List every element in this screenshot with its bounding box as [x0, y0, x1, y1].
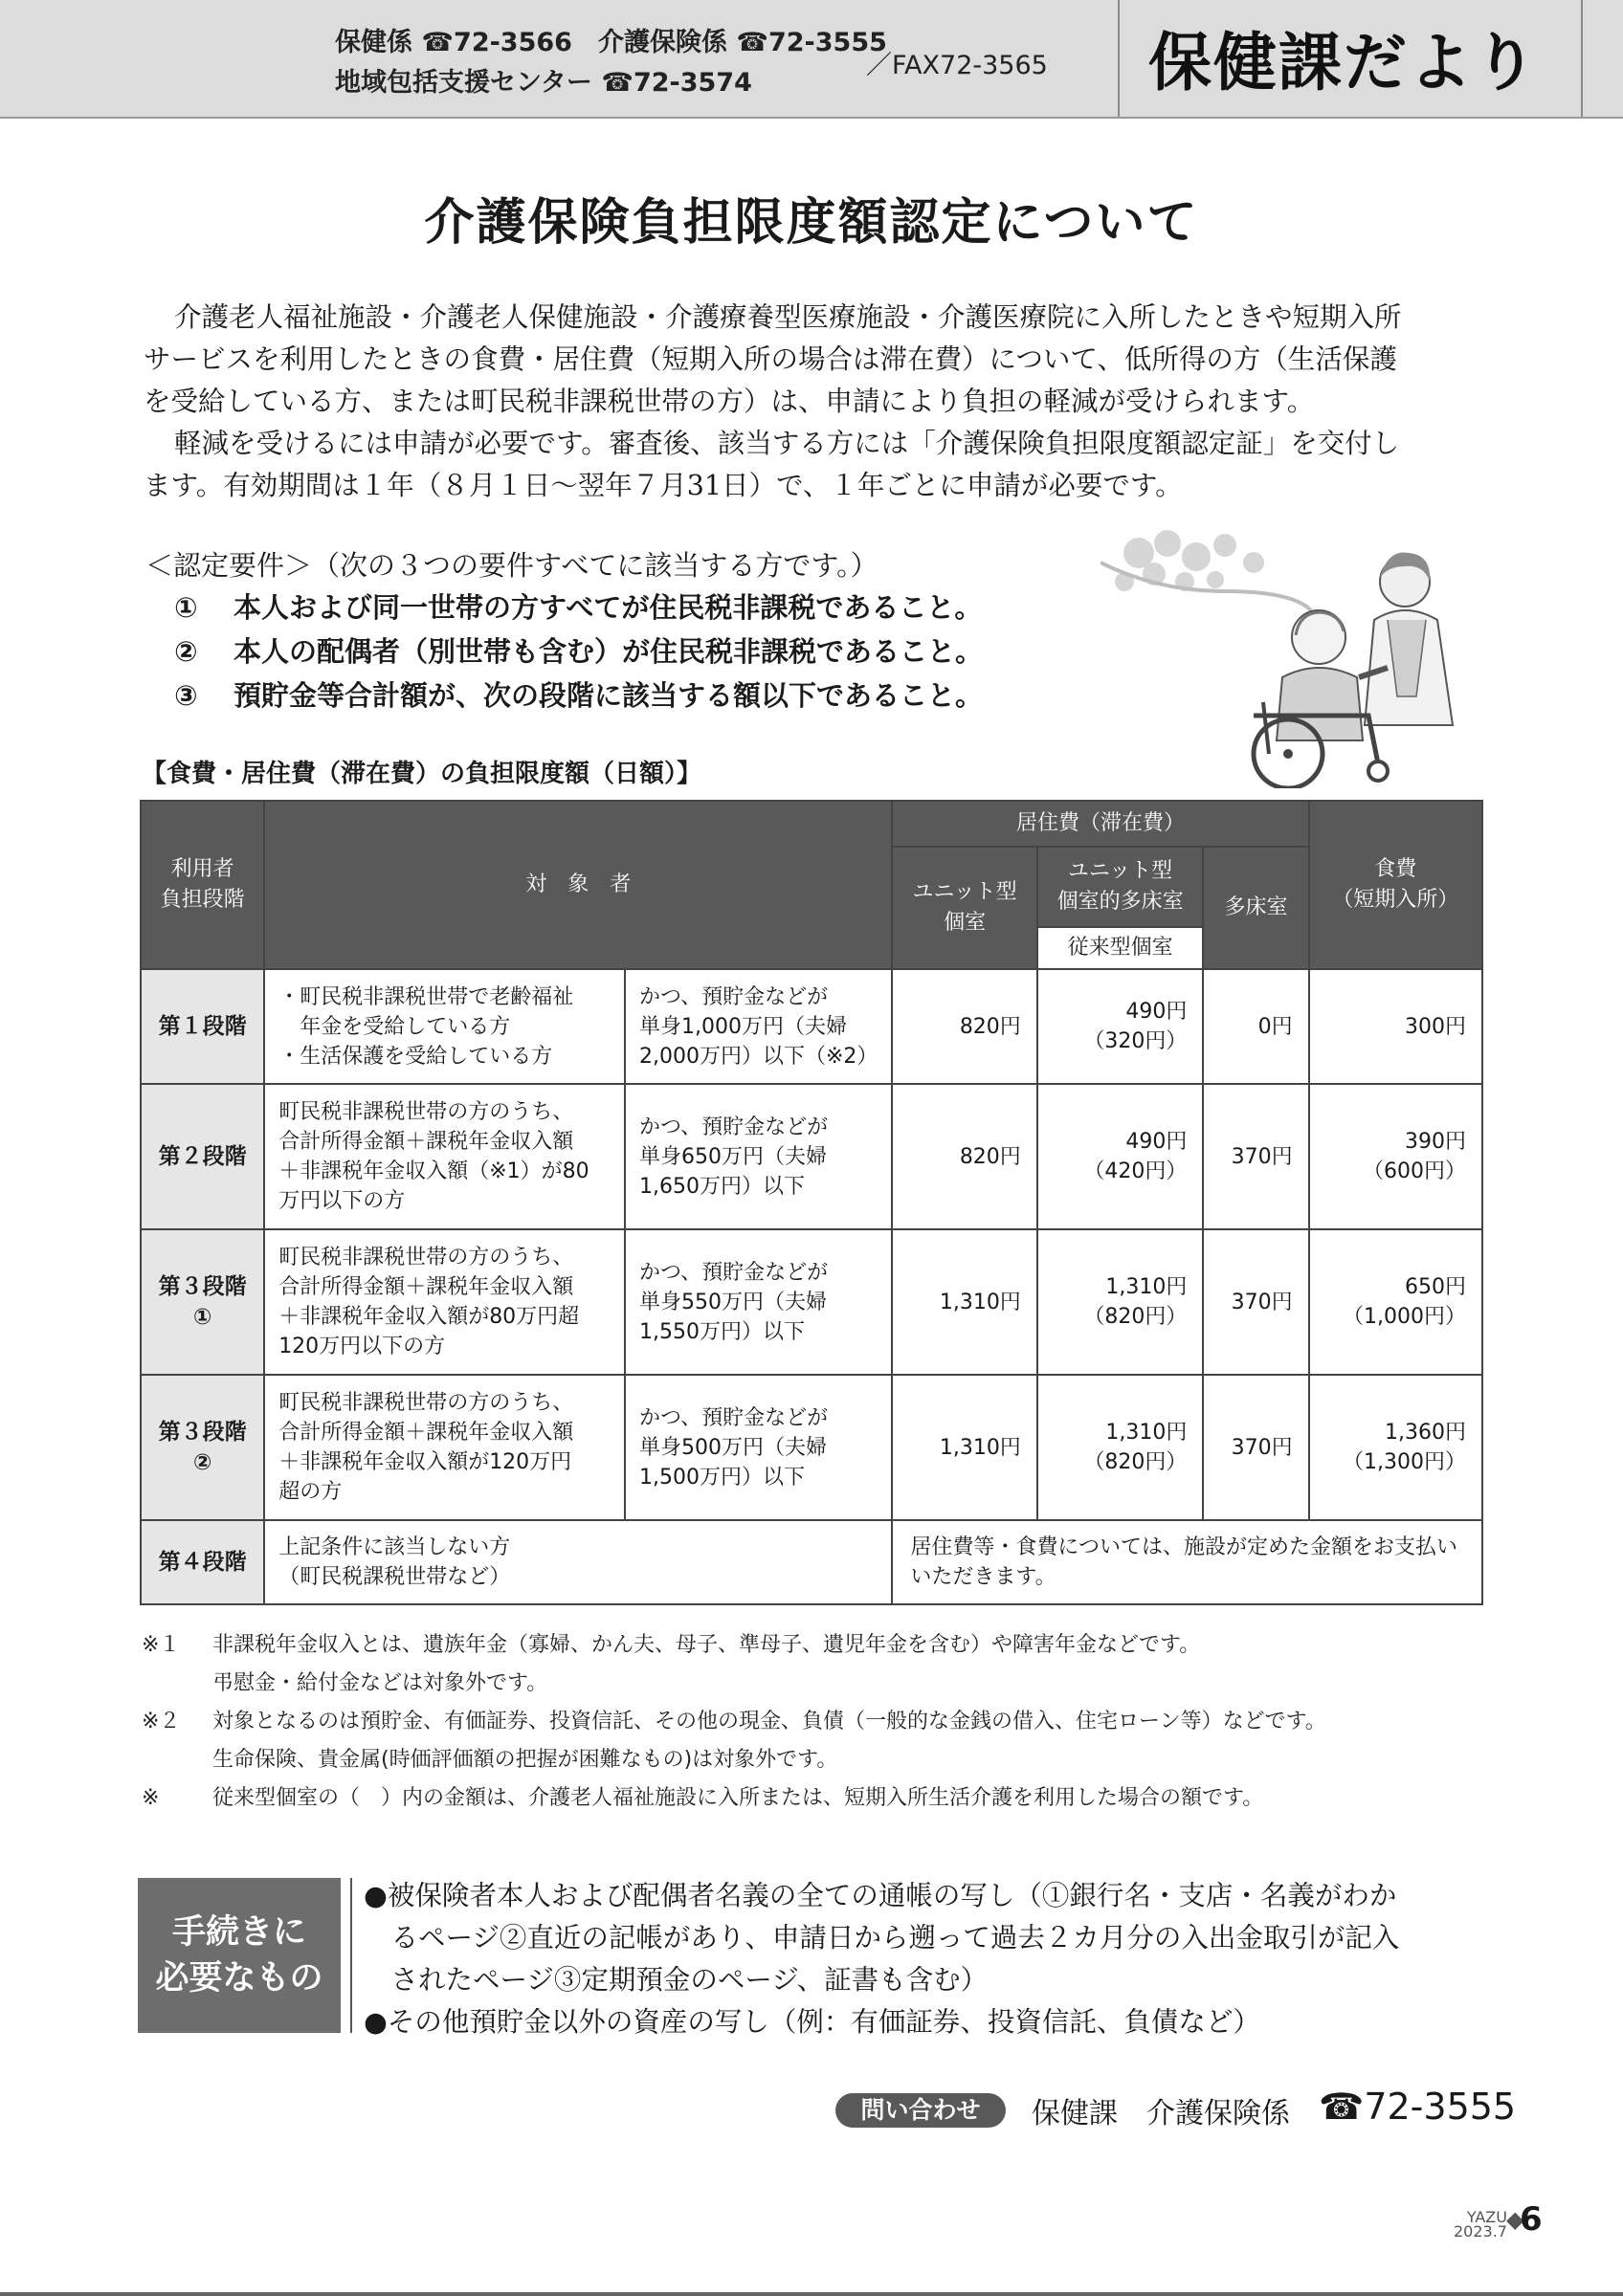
header-stage: 利用者 負担段階	[141, 801, 264, 969]
intro-paragraph-1-line-3: を受給している方、または町民税非課税世帯の方）は、申請により負担の軽減が受けられます。	[144, 386, 1315, 417]
amount-food: 390円 （600円）	[1309, 1084, 1482, 1229]
amount-unit-private: 820円	[892, 1084, 1036, 1229]
stage-cell: 第２段階	[141, 1084, 264, 1229]
condition-savings: かつ、預貯金などが 単身500万円（夫婦 1,500万円）以下	[625, 1375, 892, 1520]
header-residence: 居住費（滞在費）	[892, 801, 1308, 847]
condition-savings: かつ、預貯金などが 単身650万円（夫婦 1,650万円）以下	[625, 1084, 892, 1229]
requirement-item-3	[174, 673, 983, 718]
procedure-item-1-line-2: るページ②直近の記帳があり、申請日から遡って過去２カ月分の入出金取引が記入	[364, 1922, 1400, 1954]
amount-unit-private: 1,310円	[892, 1229, 1036, 1375]
header-divider	[1118, 0, 1120, 117]
procedure-item-2: ●その他預貯金以外の資産の写し（例：有価証券、投資信託、負債など）	[364, 2006, 1260, 2038]
table-caption: 【食費・居住費（滞在費）の負担限度額（日額）】	[142, 760, 702, 788]
header-divider-right	[1581, 0, 1583, 117]
amount-unit-private: 820円	[892, 969, 1036, 1084]
amount-unit-semi: 1,310円 （820円）	[1037, 1375, 1204, 1520]
contact-department: 保健課 介護保険係	[1032, 2097, 1290, 2130]
requirements-heading: ＜認定要件＞（次の３つの要件すべてに該当する方です。）	[145, 549, 878, 582]
amount-food: 1,360円 （1,300円）	[1309, 1375, 1482, 1520]
table-row	[141, 1229, 1482, 1375]
fee-limit-table	[140, 800, 1483, 1605]
amount-food: 300円	[1309, 969, 1482, 1084]
amount-multi-bed: 370円	[1203, 1375, 1308, 1520]
contact-phone: ☎72-3555	[1319, 2086, 1517, 2128]
requirement-text: 預貯金等合計額が、次の段階に該当する額以下であること。	[233, 679, 984, 712]
stage-cell: 第１段階	[141, 969, 264, 1084]
footnote-1-cont: 弔慰金・給付金などは対象外です。	[212, 1671, 548, 1695]
amount-multi-bed: 370円	[1203, 1084, 1308, 1229]
requirement-item-1	[174, 585, 982, 629]
amount-multi-bed: 370円	[1203, 1229, 1308, 1375]
condition-income: ・町民税非課税世帯で老齢福祉 年金を受給している方 ・生活保護を受給している方	[264, 969, 625, 1084]
table-row	[141, 1084, 1482, 1229]
amount-unit-semi: 490円 （320円）	[1037, 969, 1204, 1084]
stage-4-note: 居住費等・食費については、施設が定めた金額をお支払いいただきます。	[892, 1520, 1482, 1604]
header-phone-line-1: 保健係 ☎72-3566 介護保険係 ☎72-3555	[335, 28, 887, 57]
intro-paragraph-2-line-1: 軽減を受けるには申請が必要です。審査後、該当する方には「介護保険負担限度額認定証」を交付し	[174, 428, 1400, 459]
footnote-2-cont: 生命保険、貴金属(時価評価額の把握が困難なもの)は対象外です。	[212, 1748, 838, 1772]
amount-unit-semi: 490円 （420円）	[1037, 1084, 1204, 1229]
footnote-3: ※ 従来型個室の（ ）内の金額は、介護老人福祉施設に入所または、短期入所生活介護を利用した場合の額です。	[142, 1786, 1264, 1810]
requirement-number: ②	[174, 635, 198, 668]
amount-multi-bed: 0円	[1203, 969, 1308, 1084]
requirement-text: 本人および同一世帯の方すべてが住民税非課税であること。	[233, 591, 983, 624]
intro-paragraph-1-line-2: サービスを利用したときの食費・居住費（短期入所の場合は滞在費）について、低所得の方（生活保護	[144, 343, 1397, 375]
intro-paragraph-2-line-2: ます。有効期間は１年（８月１日～翌年７月31日）で、１年ごとに申請が必要です。	[144, 470, 1183, 501]
page-number: 6	[1520, 2200, 1543, 2239]
header-target: 対 象 者	[264, 801, 892, 969]
header-food: 食費 （短期入所）	[1309, 801, 1482, 969]
header-unit-semi-private: ユニット型 個室的多床室	[1037, 847, 1204, 927]
section-title: 保健課だより	[1148, 26, 1539, 99]
stage-cell: 第３段階 ②	[141, 1375, 264, 1520]
condition-savings: かつ、預貯金などが 単身550万円（夫婦 1,550万円）以下	[625, 1229, 892, 1375]
table-row	[141, 1520, 1482, 1604]
header-phone-line-2: 地域包括支援センター ☎72-3574	[335, 68, 752, 98]
stage-cell: 第４段階	[141, 1520, 264, 1604]
procedure-label: 手続きに 必要なもの	[138, 1878, 341, 2033]
requirement-item-2	[174, 629, 983, 673]
requirement-number: ①	[174, 591, 198, 624]
procedure-item-1-line-3: されたページ③定期預金のページ、証書も含む）	[364, 1964, 989, 1996]
diamond-icon: ◆	[1506, 2206, 1524, 2233]
procedure-divider	[350, 1878, 352, 2033]
amount-food: 650円 （1,000円）	[1309, 1229, 1482, 1375]
elderly-wheelchair-caregiver-illustration	[1101, 524, 1502, 788]
intro-paragraph-1-line-1: 介護老人福祉施設・介護老人保健施設・介護療養型医療施設・介護医療院に入所したときや短期入所	[174, 301, 1402, 333]
page-title: 介護保険負担限度額認定について	[424, 194, 1199, 252]
header-conventional-private: 従来型個室	[1037, 927, 1204, 969]
header-fax: ／FAX72-3565	[866, 51, 1048, 80]
condition-income: 町民税非課税世帯の方のうち、 合計所得金額＋課税年金収入額 ＋非課税年金収入額（※1）が80 万円以下の方	[264, 1084, 625, 1229]
procedure-item-1-line-1: ●被保険者本人および配偶者名義の全ての通帳の写し（①銀行名・支店・名義がわか	[364, 1880, 1397, 1911]
amount-unit-semi: 1,310円 （820円）	[1037, 1229, 1204, 1375]
condition-income: 町民税非課税世帯の方のうち、 合計所得金額＋課税年金収入額 ＋非課税年金収入額が120万円 超の方	[264, 1375, 625, 1520]
footnote-2: ※２ 対象となるのは預貯金、有価証券、投資信託、その他の現金、負債（一般的な金銭の借入、住宅ローン等）などです。	[142, 1710, 1326, 1733]
condition-income: 町民税非課税世帯の方のうち、 合計所得金額＋課税年金収入額 ＋非課税年金収入額が80万円超 120万円以下の方	[264, 1229, 625, 1375]
table-row	[141, 1375, 1482, 1520]
magazine-brand: YAZU 2023.7	[1454, 2208, 1507, 2241]
condition-stage-4: 上記条件に該当しない方 （町民税課税世帯など）	[264, 1520, 892, 1604]
footnote-1: ※１ 非課税年金収入とは、遺族年金（寡婦、かん夫、母子、準母子、遺児年金を含む）や障害年金などです。	[142, 1633, 1201, 1657]
stage-cell: 第３段階 ①	[141, 1229, 264, 1375]
condition-savings: かつ、預貯金などが 単身1,000万円（夫婦 2,000万円）以下（※2）	[625, 969, 892, 1084]
footer-rule	[0, 2292, 1623, 2296]
requirement-text: 本人の配偶者（別世帯も含む）が住民税非課税であること。	[233, 635, 984, 668]
requirement-number: ③	[174, 679, 198, 712]
contact-badge: 問い合わせ	[835, 2093, 1006, 2128]
table-row	[141, 969, 1482, 1084]
amount-unit-private: 1,310円	[892, 1375, 1036, 1520]
header-unit-private: ユニット型 個室	[892, 847, 1036, 969]
header-multi-bed: 多床室	[1203, 847, 1308, 969]
